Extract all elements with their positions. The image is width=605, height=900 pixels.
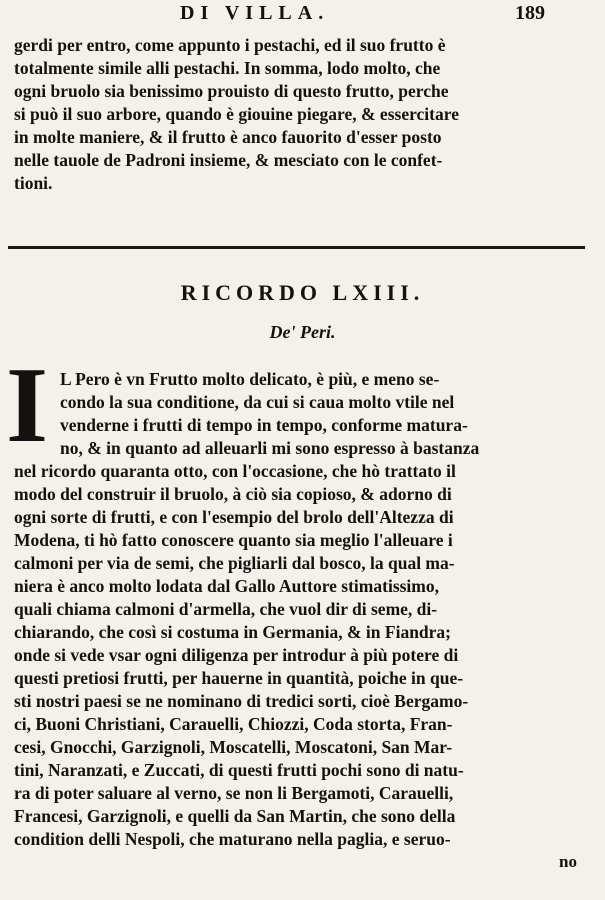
text-line: ogni bruolo sia benissimo prouisto di questo frutto, perche bbox=[14, 81, 449, 101]
text-line: ra di poter saluare al verno, se non li Bergamoti, Carauelli, bbox=[14, 783, 454, 803]
text-line: totalmente simile alli pestachi. In somma, lodo molto, che bbox=[14, 58, 441, 78]
text-line: ogni sorte di frutti, e con l'esempio del brolo dell'Altezza di bbox=[14, 507, 454, 527]
text-line: sti nostri paesi se ne nominano di tredici sorti, cioè Bergamo- bbox=[14, 691, 469, 711]
drop-cap: I bbox=[6, 346, 49, 465]
text-line: Francesi, Garzignoli, e quelli da San Martin, che sono della bbox=[14, 806, 456, 826]
catchword: no bbox=[559, 852, 577, 871]
page-header bbox=[180, 2, 545, 28]
text-line: gerdi per entro, come appunto i pestachi, ed il suo frutto è bbox=[14, 35, 446, 55]
text-line: venderne i frutti di tempo in tempo, conforme matura- bbox=[60, 415, 468, 435]
chapter-subtitle: De' Peri. bbox=[269, 322, 336, 342]
running-title: DI VILLA. bbox=[180, 2, 330, 24]
text-line: si può il suo arbore, quando è giouine piegare, & essercitare bbox=[14, 104, 459, 124]
text-line: in molte maniere, & il frutto è anco fauorito d'esser posto bbox=[14, 127, 442, 147]
text-line: nel ricordo quaranta otto, con l'occasione, che hò trattato il bbox=[14, 461, 456, 481]
text-line: no, & in quanto ad alleuarli mi sono espresso à bastanza bbox=[60, 438, 480, 458]
chapter-heading: RICORDO LXIII. bbox=[180, 280, 425, 305]
page-number: 189 bbox=[515, 2, 545, 24]
text-line: cesi, Gnocchi, Garzignoli, Moscatelli, Moscatoni, San Mar- bbox=[14, 737, 453, 757]
section-divider bbox=[8, 246, 585, 249]
text-line: tini, Naranzati, e Zuccati, di questi frutti pochi sono di natu- bbox=[14, 760, 464, 780]
text-line: questi pretiosi frutti, per hauerne in quantità, poiche in que- bbox=[14, 668, 464, 688]
text-line: Modena, ti hò fatto conoscere quanto sia meglio l'alleuare i bbox=[14, 530, 453, 550]
text-line: tioni. bbox=[14, 173, 53, 193]
text-line: quali chiama calmoni d'armella, che vuol dir di seme, di- bbox=[14, 599, 438, 619]
text-line: calmoni per via de semi, che pigliarli dal bosco, la qual ma- bbox=[14, 553, 455, 573]
text-line: onde si vede vsar ogni diligenza per introdur à più potere di bbox=[14, 645, 459, 665]
text-line: condo la sua conditione, da cui si caua molto vtile nel bbox=[60, 392, 455, 412]
text-line: condition delli Nespoli, che maturano nella paglia, e seruo- bbox=[14, 829, 451, 849]
text-line: modo del construir il bruolo, à ciò sia copioso, & adorno di bbox=[14, 484, 452, 504]
text-line: L Pero è vn Frutto molto delicato, è più, e meno se- bbox=[60, 369, 440, 389]
text-line: niera è anco molto lodata dal Gallo Auttore stimatissimo, bbox=[14, 576, 439, 596]
text-line: chiarando, che così si costuma in Germania, & in Fiandra; bbox=[14, 622, 452, 642]
text-line: ci, Buoni Christiani, Carauelli, Chiozzi, Coda storta, Fran- bbox=[14, 714, 453, 734]
text-line: nelle tauole de Padroni insieme, & mesciato con le confet- bbox=[14, 150, 443, 170]
